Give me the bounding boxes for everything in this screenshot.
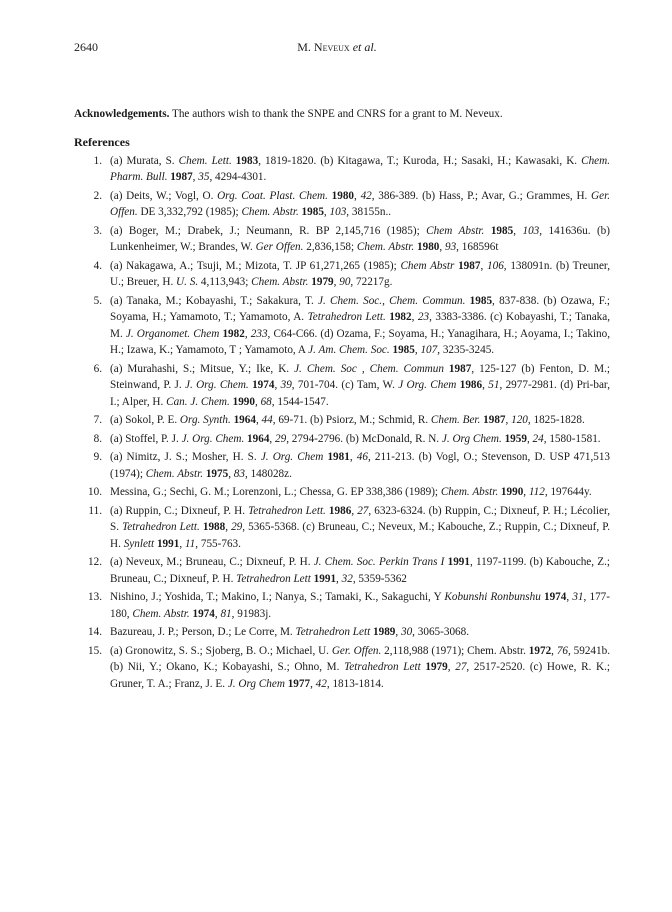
running-head (74, 40, 600, 55)
reference-text-segment: 1987 (443, 362, 472, 375)
reference-text-segment: 1974 (248, 379, 275, 392)
reference-item (74, 188, 610, 221)
reference-text-segment: , (513, 225, 523, 237)
reference-text-segment: , 1825-1828. (527, 414, 585, 427)
reference-text-segment: 233 (250, 327, 268, 340)
reference-text-segment: , (480, 260, 488, 272)
reference-text-segment: J. Org. Chem. (181, 432, 245, 445)
reference-text-segment: , (269, 432, 276, 445)
reference-text-segment: 27 (455, 661, 467, 674)
reference-text-segment: 27 (357, 505, 369, 517)
reference-item (74, 449, 610, 482)
reference-text-segment: , 138091n. (b) Treuner, U.; Breuer, H. (110, 260, 610, 289)
acknowledgements-label: Acknowledgements. (74, 108, 170, 121)
reference-text-segment: 1988 (199, 521, 226, 534)
reference-item (74, 484, 610, 500)
reference-number: 6. (93, 362, 102, 375)
reference-text-segment: , (395, 626, 401, 639)
reference-text-segment: 1986 (456, 379, 483, 392)
reference-number: 3. (93, 225, 102, 237)
reference-text-segment: Chem. Pharm. Bull. (110, 155, 611, 184)
reference-item (74, 589, 610, 622)
reference-number: 15. (88, 645, 102, 657)
reference-text-segment: , 5359-5362 (352, 572, 407, 585)
reference-text-segment: 23 (417, 311, 430, 324)
reference-text-segment: Tetrahedron Lett. (122, 521, 200, 534)
reference-text-segment: (a) Stoffel, P. J. (110, 432, 182, 445)
reference-number: 4. (93, 260, 102, 272)
reference-number: 9. (93, 451, 102, 464)
reference-text-segment: Ger. Offen. (331, 645, 382, 657)
reference-text-segment: , 1544-1547. (271, 395, 329, 408)
reference-text-segment: 46 (356, 451, 368, 464)
reference-text-segment: 1991 (310, 572, 337, 585)
reference-text-segment: , (523, 486, 529, 499)
reference-text-segment: 1964 (244, 432, 270, 445)
reference-text-segment: 68 (260, 395, 272, 408)
reference-number: 5. (93, 295, 102, 307)
reference-text-segment: , (225, 521, 232, 534)
reference-text-segment: , 2977-2981. (d) Pri-bar, I.; Alper, H. (110, 379, 610, 408)
reference-item (74, 293, 610, 359)
reference-text-segment: (a) Deits, W.; Vogl, O. (110, 190, 218, 202)
reference-text-segment: 11 (184, 537, 196, 550)
reference-text-segment: 103 (329, 206, 347, 219)
reference-text-segment: , 177-180, (110, 591, 610, 620)
reference-text-segment: (a) Boger, M.; Drabek, J.; Neumann, R. BP 2,145,716 (1985); (110, 225, 427, 237)
reference-text-segment: , (411, 311, 418, 324)
reference-text-segment: 1972 (528, 645, 552, 657)
reference-text-segment: 1985 (298, 206, 324, 219)
reference-item (74, 643, 610, 692)
reference-text-segment: Messina, G.; Sechi, G. M.; Lorenzoni, L.; Chessa, G. EP 338,386 (1989); (110, 486, 441, 499)
reference-text-segment: 1975 (203, 467, 229, 480)
reference-text-segment: Nishino, J.; Yoshida, T.; Makino, I.; Nanya, S.; Tamaki, K., Sakaguchi, Y (110, 591, 445, 604)
reference-text-segment: , 2517-2520. (c) Howe, R. K.; Gruner, T. A.; Franz, J. E. (110, 661, 611, 690)
references-heading: References (74, 135, 130, 149)
reference-text-segment: , 211-213. (b) Vogl, O.; Stevenson, D. USP 471,513 (1974); (110, 451, 611, 480)
reference-text-segment: , (244, 327, 251, 340)
reference-text-segment: , 59241b. (b) Nii, Y.; Okano, K.; Kobayashi, S.; Ohno, M. (110, 645, 611, 674)
reference-text-segment: , (439, 241, 445, 254)
reference-text-segment: 24 (532, 432, 544, 445)
reference-text-segment: J Org. Chem (398, 379, 457, 392)
reference-text-segment: Chem Abstr (400, 260, 455, 272)
reference-text-segment: , (310, 677, 316, 690)
reference-text-segment: , 197644y. (544, 486, 592, 499)
reference-text-segment: , 125-127 (b) Fenton, D. M.; Steinwand, P. J. (110, 362, 610, 392)
reference-text-segment: 51 (488, 379, 500, 392)
reference-text-segment: , (414, 344, 421, 357)
reference-text-segment: 106 (487, 260, 504, 272)
reference-text-segment: 93 (444, 241, 457, 254)
reference-text-segment: 44 (261, 414, 273, 427)
reference-text-segment: 2,118,988 (1971); Chem. Abstr. (381, 645, 529, 657)
reference-text-segment: 2,836,158; (303, 241, 357, 254)
reference-text-segment: J. Org. Chem. (184, 379, 249, 392)
reference-text-segment: , 69-71. (b) Psiorz, M.; Schmid, R. (272, 414, 431, 427)
reference-item (74, 503, 610, 552)
reference-text-segment: , 1580-1581. (543, 432, 601, 445)
reference-text-segment: , C64-C66. (d) Ozama, F.; Soyama, H.; Yanagihara, H.; Aoyama, I.; Takino, H.; Izawa, K.; Yamamoto, T ; Yamamoto, A (110, 327, 611, 357)
reference-text-segment: 1959 (501, 432, 527, 445)
reference-text-segment: (a) Nimitz, J. S.; Mosher, H. S. (110, 451, 261, 464)
page-number: 2640 (74, 40, 98, 54)
reference-text-segment: 1985 (484, 225, 514, 237)
reference-text-segment: Chem. Abstr. (132, 607, 190, 620)
reference-text-segment: , 91983j. (231, 607, 272, 620)
reference-item (74, 624, 610, 640)
reference-text-segment: 1985 (465, 295, 493, 307)
reference-text-segment: 42 (360, 190, 372, 202)
reference-text-segment: , (254, 395, 261, 408)
reference-text-segment: , 141636u. (b) Lunkenheimer, W.; Brandes, W. (110, 225, 611, 254)
reference-text-segment: , (192, 171, 199, 184)
reference-text-segment: 1990 (229, 395, 255, 408)
reference-number: 7. (93, 414, 102, 427)
reference-text-segment: 1987 (454, 260, 481, 272)
reference-text-segment: 1990 (498, 486, 524, 499)
reference-text-segment: (a) Sokol, P. E. (110, 414, 180, 427)
reference-text-segment: 1989 (370, 626, 396, 639)
reference-text-segment: 83 (233, 467, 245, 480)
reference-item (74, 431, 610, 447)
reference-text-segment: , (526, 432, 533, 445)
reference-text-segment: Synlett (123, 537, 155, 550)
reference-text-segment: 1977 (284, 677, 311, 690)
reference-text-segment: DE 3,332,792 (1985); (137, 206, 242, 219)
reference-text-segment: Chem. Abstr. (145, 467, 204, 480)
references-list (74, 153, 610, 694)
reference-text-segment: 39 (280, 379, 292, 392)
reference-text-segment: 1982 (385, 311, 412, 324)
reference-item (74, 258, 610, 291)
reference-text-segment: J. Org Chem (227, 677, 285, 690)
reference-text-segment: , 755-763. (195, 537, 241, 550)
reference-text-segment: (a) Gronowitz, S. S.; Sjoberg, B. O.; Michael, U. (110, 645, 332, 657)
reference-text-segment: Kobunshi Ronbunshu (444, 591, 541, 604)
reference-text-segment: , 1819-1820. (b) Kitagawa, T.; Kuroda, H.; Sasaki, H.; Kawasaki, K. (258, 155, 582, 167)
reference-text-segment: J. Org Chem. (441, 432, 502, 445)
reference-text-segment: 32 (341, 572, 353, 585)
reference-text-segment: , 5365-5368. (c) Bruneau, C.; Neveux, M.; Kabouche, Z.; Ruppin, C.; Dixneuf, P. H. (110, 521, 610, 550)
reference-text-segment: 42 (315, 677, 327, 690)
reference-text-segment: Org. Coat. Plast. Chem. (217, 190, 328, 202)
reference-text-segment: Chem. Abstr. (440, 486, 499, 499)
reference-text-segment: (a) Neveux, M.; Bruneau, C.; Dixneuf, P. H. (110, 556, 314, 569)
reference-text-segment: 1981 (323, 451, 350, 464)
reference-text-segment: 1986 (325, 505, 352, 517)
reference-text-segment: , 3383-3386. (c) Kobayashi, T.; Tanaka, M. (110, 311, 611, 340)
reference-number: 8. (93, 432, 102, 445)
reference-text-segment: Tetrahedron Lett. (307, 311, 386, 324)
reference-text-segment: 90 (339, 276, 351, 289)
reference-text-segment: Chem. Ber. (430, 414, 481, 427)
reference-text-segment: 1979 (308, 276, 334, 289)
reference-text-segment: , 2794-2796. (b) McDonald, R. N. (286, 432, 442, 445)
reference-item (74, 223, 610, 256)
reference-text-segment: , 72217g. (350, 276, 393, 289)
reference-text-segment: J. Chem. Soc., Chem. Commun. (318, 295, 466, 307)
reference-text-segment: Org. Synth. (179, 414, 231, 427)
acknowledgements-text: The authors wish to thank the SNPE and CNRS for a grant to M. Neveux. (169, 108, 503, 121)
reference-text-segment: (a) Tanaka, M.; Kobayashi, T.; Sakakura, T. (110, 295, 318, 307)
running-head-suffix: et al. (349, 40, 377, 54)
reference-text-segment: , 837-838. (b) Ozawa, F.; Soyama, H.; Yamamoto, T.; Yamamoto, A. (110, 295, 610, 324)
reference-text-segment: 4,113,943; (198, 276, 252, 289)
reference-text-segment: , (482, 379, 489, 392)
reference-text-segment: Tetrahedron Lett (236, 572, 311, 585)
reference-text-segment: Bazureau, J. P.; Person, D.; Le Corre, M. (110, 626, 296, 639)
reference-text-segment: , 3235-3245. (437, 344, 495, 357)
reference-text-segment: J. Org. Chem (260, 451, 324, 464)
reference-text-segment: Chem. Abstr. (356, 241, 415, 254)
reference-text-segment: Chem. Abstr. (251, 276, 309, 289)
reference-number: 14. (88, 626, 102, 639)
reference-text-segment: , (505, 414, 512, 427)
reference-text-segment: 103 (522, 225, 540, 237)
reference-text-segment: Tetrahedron Lett. (248, 505, 326, 517)
reference-text-segment: Can. J. Chem. (166, 395, 230, 408)
reference-text-segment: , (551, 645, 557, 657)
reference-number: 2. (93, 190, 102, 202)
reference-text-segment: , (566, 591, 573, 604)
reference-text-segment: , 701-704. (c) Tam, W. (291, 379, 399, 392)
reference-text-segment: J. Organomet. Chem (125, 327, 220, 340)
reference-text-segment: 1983 (231, 155, 259, 167)
reference-text-segment: J. Chem. Soc. Perkin Trans I (313, 556, 445, 569)
reference-text-segment: 30 (400, 626, 413, 639)
reference-text-segment: 76 (556, 645, 568, 657)
reference-item (74, 153, 610, 186)
reference-text-segment: 112 (528, 486, 545, 499)
reference-text-segment: 81 (220, 607, 232, 620)
page-header (74, 40, 600, 56)
reference-text-segment: 1982 (219, 327, 245, 340)
reference-text-segment: 35 (198, 171, 210, 184)
reference-text-segment: Ger Offen. (255, 241, 304, 254)
reference-text-segment: 1979 (420, 661, 448, 674)
reference-text-segment: 1991 (444, 556, 470, 569)
reference-text-segment: , (179, 537, 185, 550)
reference-text-segment: Chem Abstr. (426, 225, 485, 237)
reference-text-segment: 1991 (154, 537, 180, 550)
reference-text-segment: 1987 (480, 414, 506, 427)
reference-text-segment: , (351, 505, 358, 517)
reference-text-segment: , (333, 276, 340, 289)
reference-text-segment: J. Am. Chem. Soc. (308, 344, 390, 357)
reference-text-segment: , 4294-4301. (209, 171, 267, 184)
reference-text-segment: (a) Murahashi, S.; Mitsue, Y.; Ike, K. (110, 362, 295, 375)
reference-text-segment: 1985 (389, 344, 415, 357)
reference-text-segment: 1974 (189, 607, 215, 620)
reference-number: 13. (88, 591, 102, 604)
reference-item (74, 412, 610, 428)
reference-text-segment: Tetrahedron Lett (295, 626, 371, 639)
reference-text-segment: , (255, 414, 262, 427)
reference-text-segment: , (336, 572, 342, 585)
reference-text-segment: (a) Murata, S. (110, 155, 179, 167)
reference-text-segment: , 168596t (456, 241, 499, 254)
reference-text-segment: , (214, 607, 221, 620)
reference-text-segment: , 148028z. (244, 467, 292, 480)
reference-text-segment: 1987 (167, 171, 193, 184)
reference-text-segment: , 38155n.. (346, 206, 392, 219)
reference-text-segment: (a) Ruppin, C.; Dixneuf, P. H. (110, 505, 249, 517)
reference-text-segment: , (354, 190, 361, 202)
reference-text-segment: , (228, 467, 234, 480)
reference-text-segment: (a) Nakagawa, A.; Tsuji, M.; Mizota, T. JP 61,271,265 (1985); (110, 260, 401, 272)
reference-text-segment: 1980 (327, 190, 355, 202)
reference-text-segment: 107 (420, 344, 438, 357)
reference-text-segment: 120 (511, 414, 528, 427)
reference-text-segment: , 1197-1199. (b) Kabouche, Z.; Bruneau, C.; Dixneuf, P. H. (110, 556, 611, 585)
reference-text-segment: 29 (231, 521, 243, 534)
reference-number: 10. (88, 486, 102, 499)
reference-text-segment: Chem. Abstr. (241, 206, 299, 219)
reference-item (74, 361, 610, 410)
reference-text-segment: , 3065-3068. (412, 626, 470, 639)
reference-text-segment: , (323, 206, 330, 219)
reference-text-segment: 1964 (230, 414, 256, 427)
acknowledgements-paragraph (74, 107, 612, 122)
reference-text-segment: U. S. (176, 276, 199, 289)
running-head-author: M. Neveux (297, 40, 350, 54)
reference-text-segment: Ger. Offen. (110, 190, 611, 219)
reference-text-segment: Chem. Lett. (178, 155, 232, 167)
reference-text-segment: Tetrahedron Lett (344, 661, 421, 674)
reference-text-segment: , (447, 661, 456, 674)
reference-text-segment: J. Chem. Soc , Chem. Commun (294, 362, 444, 375)
reference-text-segment: 1974 (540, 591, 567, 604)
reference-text-segment: , (274, 379, 281, 392)
reference-text-segment: , (349, 451, 357, 464)
reference-number: 11. (88, 505, 102, 517)
reference-item (74, 554, 610, 587)
reference-number: 12. (88, 556, 102, 569)
reference-number: 1. (93, 155, 102, 167)
reference-text-segment: , 6323-6324. (b) Ruppin, C.; Dixneuf, P. H.; Lécolier, S. (110, 505, 611, 534)
reference-text-segment: , 1813-1814. (326, 677, 384, 690)
reference-text-segment: 31 (572, 591, 584, 604)
reference-text-segment: , 386-389. (b) Hass, P.; Avar, G.; Grammes, H. (371, 190, 592, 202)
reference-text-segment: 1980 (414, 241, 440, 254)
reference-text-segment: 29 (275, 432, 287, 445)
